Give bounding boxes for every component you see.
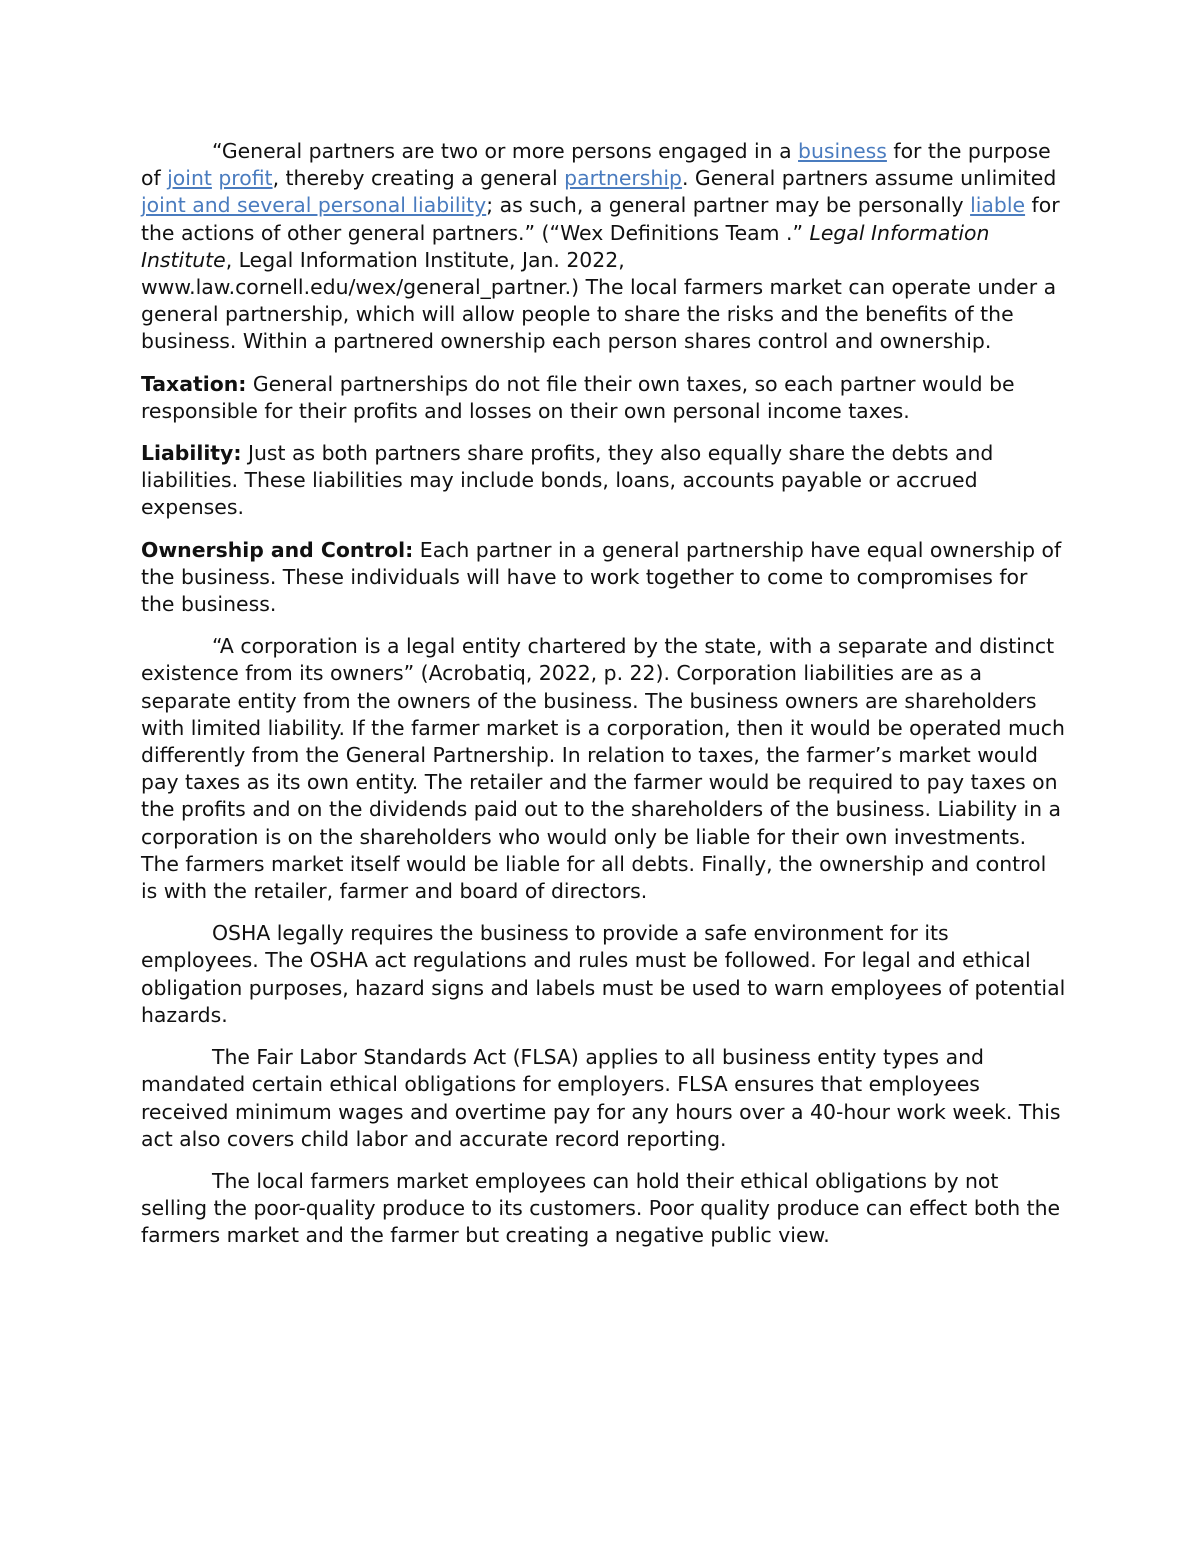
text-run: , thereby creating a general	[272, 166, 565, 191]
text-run: ; as such, a general partner may be personally	[486, 193, 971, 218]
text-run: for the purpose of	[141, 139, 1051, 191]
text-run: , Legal Information Institute, Jan. 2022, www.law.cornell.edu/wex/general_partner.) The local farmers market can operate under a general partnership, which will allow people to share the risks and the benefits of the business. Within a partnered ownership each person shares control and ownership.	[141, 247, 1057, 354]
source-title: Legal Information Institute	[141, 220, 990, 272]
taxation-text: General partnerships do not file their own taxes, so each partner would be responsible for their profits and losses on their own personal income taxes.	[141, 371, 1015, 423]
flsa-paragraph: The Fair Labor Standards Act (FLSA) applies to all business entity types and mandated certain ethical obligations for employers. FLSA ensures that employees received minimum wages and overtime pay for any hours over a 40-hour work week. This act also covers child labor and accurate record reporting.	[141, 1045, 1061, 1151]
text-run: . General partners assume unlimited	[681, 166, 1057, 191]
partnership-link[interactable]: partnership	[564, 166, 682, 191]
taxation-label: Taxation:	[141, 371, 247, 396]
text-run: “General partners are two or more persons engaged in a	[212, 139, 799, 163]
osha-paragraph: OSHA legally requires the business to provide a safe environment for its employees. The OSHA act regulations and rules must be followed. For legal and ethical obligation purposes, hazard signs and labels must be used to warn employees of potential hazards.	[141, 921, 1066, 1027]
taxation-paragraph	[141, 371, 1066, 425]
profit-link[interactable]: profit	[218, 166, 273, 191]
corporation-paragraph: “A corporation is a legal entity chartered by the state, with a separate and distinct existence from its owners” (Acrobatiq, 2022, p. 22). Corporation liabilities are as a separate entity from the owners of the business. The business owners are shareholders with limited liability. If the farmer market is a corporation, then it would be operated much differently from the General Partnership. In relation to taxes, the farmer’s market would pay taxes as its own entity. The retailer and the farmer would be required to pay taxes on the profits and on the dividends paid out to the shareholders of the business. Liability in a corporation is on the shareholders who would only be liable for their own investments. The farmers market itself would be liable for all debts. Finally, the ownership and control is with the retailer, farmer and board of directors.	[141, 634, 1065, 904]
liability-label: Liability:	[141, 441, 242, 466]
ownership-text: Each partner in a general partnership have equal ownership of the business. These individuals will have to work together to come to compromises for the business.	[141, 537, 1062, 617]
text-run: for the actions of other general partners.” (“Wex Definitions Team .”	[141, 193, 1060, 245]
joint-link[interactable]: joint	[167, 166, 212, 191]
general-partnership-paragraph	[141, 138, 1066, 356]
business-link[interactable]: business	[798, 139, 887, 163]
liable-link[interactable]: liable	[970, 193, 1026, 218]
liability-text: Just as both partners share profits, they also equally share the debts and liabilities. These liabilities may include bonds, loans, accounts payable or accrued expenses.	[141, 441, 994, 520]
joint-and-several-liability-link[interactable]: joint and several personal liability	[141, 193, 487, 218]
ethics-paragraph: The local farmers market employees can hold their ethical obligations by not selling the poor-quality produce to its customers. Poor quality produce can effect both the farmers market and the farmer but creating a negative public view.	[141, 1168, 1061, 1248]
ownership-paragraph	[141, 537, 1066, 619]
ownership-label: Ownership and Control:	[141, 537, 414, 562]
document-page	[141, 138, 1066, 1265]
liability-paragraph	[141, 440, 1066, 522]
